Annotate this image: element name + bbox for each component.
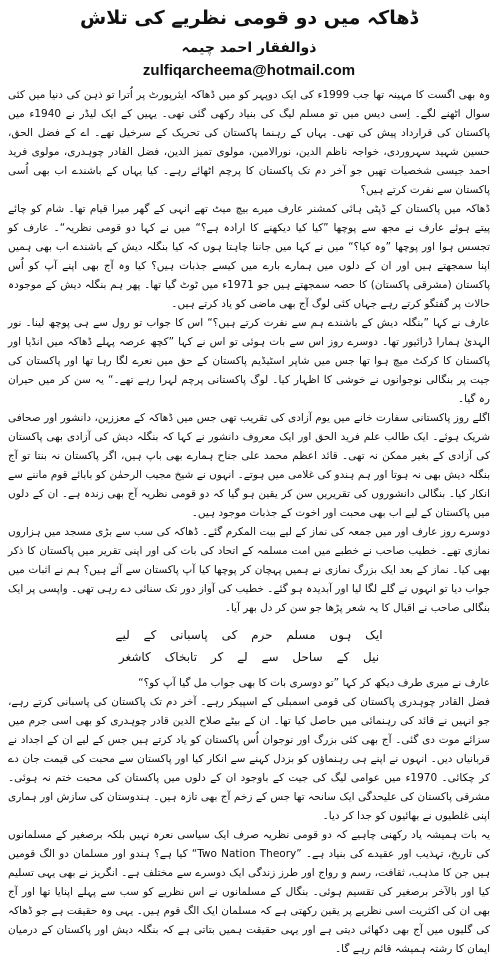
paragraph: ڈھاکہ میں پاکستان کے ڈپٹی ہائی کمشنر عارف میرے بیچ میٹ تھے انہی کے گھر میرا قیام تھا۔ شام کو چائے پیتے ہوئے عارف نے مجھ سے پوچھا ”کیا کیا دیکھنے کا ارادہ ہے؟“ میں نے کہا دو قومی نظریہ“۔ عارف کو تجسس ہوا اور پوچھا ”وہ کیا؟“ میں نے کہا میں جاننا چاہتا ہوں کہ کیا بنگلہ دیش کے باشندے اب بھی ہمیں اپنا سمجھتے ہیں اور ان کے دلوں میں ہمارے بارے میں کیسے جذبات ہیں؟ کیا وہ آج بھی اپنے آپ کو اُس پاکستان (مشرقی پاکستان) کا حصہ سمجھتے ہیں جو 1971ء میں ٹوٹ گیا تھا۔ پھر ہم بنگلہ دیش کے موجودہ حالات پر گفتگو کرتے رہے جہاں کئی لوگ آج بھی ماضی کو یاد کرتے ہیں۔ [8, 203, 490, 311]
paragraph: عارف نے میری طرف دیکھ کر کہا ”تو دوسری بات کا بھی جواب مل گیا آپ کو؟“ [138, 677, 490, 690]
author-email[interactable]: zulfiqarcheema@hotmail.com [142, 61, 356, 79]
article-body [8, 86, 490, 959]
paragraph: فضل القادر چوہدری پاکستان کی قومی اسمبلی کے اسپیکر رہے۔ آخر دم تک پاکستان کی پاسبانی کرتے رہے، جو انہیں نے قائد کی رہنمائی میں حاصل کیا تھا۔ ان کے بیٹے صلاح الدین قادر چوہدری کو بھی اسی جرم میں سزائے موت دی گئی۔ آج بھی کئی بزرگ اور نوجوان اُس پاکستان کو یاد کرتے ہیں جس کے لیے ان کے اجداد نے قربانیاں دیں۔ انہوں نے اپنے ہی رہنماؤں کو بزدل کہنے سے انکار کیا اور پاکستان سے محبت کی قیمت جان دے کر چکائی۔ 1970ء میں عوامی لیگ کی جیت کے باوجود ان کے دلوں میں پاکستان کی محبت ختم نہ ہوئی۔ مشرقی پاکستان کی علیحدگی ایک سانحہ تھا جس کے زخم آج بھی تازہ ہیں۔ ہندوستان کی سازش اور ہماری اپنی غلطیوں نے بھائیوں کو جدا کر دیا۔ [8, 696, 490, 823]
paragraph: عارف نے کہا ”بنگلہ دیش کے باشندے ہم سے نفرت کرتے ہیں؟“ اس کا جواب تو رول سے ہی پوچھ لینا۔ نور الہدیٰ ہمارا ڈرائیور تھا۔ دوسرے روز اس سے بات ہوئی تو اس نے کہا ”کچھ عرصہ پہلے ڈھاکہ میں انڈیا اور پاکستان کا کرکٹ میچ ہوا تھا جس میں شاپر اسٹیڈیم پاکستان کے حق میں نعرے لگا رہا تھا اور پاکستان کی جیت پر بنگالی نوجوانوں نے خوشی کا اظہار کیا۔ لوگ پاکستانی پرچم لہرا رہے تھے۔“ یہ سن کر میں حیران رہ گیا۔ [8, 317, 490, 406]
paragraph: دوسرے روز عارف اور میں جمعہ کی نماز کے لیے بیت المکرم گئے۔ ڈھاکہ کی سب سے بڑی مسجد میں ہزاروں نمازی تھے۔ خطیب صاحب نے خطبے میں امت مسلمہ کے اتحاد کی بات کی اور اپنی تقریر میں پاکستان کا ذکر بھی کیا۔ نماز کے بعد ایک بزرگ نمازی نے ہمیں پہچان کر پوچھا کیا آپ پاکستان سے آئے ہیں؟ ہم نے اثبات میں جواب دیا تو انہوں نے گلے لگا لیا اور آبدیدہ ہو گئے۔ خطیب کی آواز دور تک سنائی دے رہی تھی۔ واپسی پر ایک بنگالی صاحب نے اقبال کا یہ شعر پڑھا جو سن کر دل بھر آیا۔ [8, 526, 490, 615]
author-name: ذوالفقار احمد چیمہ [181, 39, 317, 56]
paragraph: اگلے روز پاکستانی سفارت خانے میں یوم آزادی کی تقریب تھی جس میں ڈھاکہ کے معززین، دانشور اور صحافی شریک ہوئے۔ ایک طالب علم فرید الحق اور ایک معروف دانشور نے کہا کہ بنگلہ دیش کی آزادی بھی پاکستان کی آزادی کے بغیر ممکن نہ تھی۔ قائد اعظم محمد علی جناح ہمارے بھی باپ ہیں، اگر پاکستان نہ بنتا تو آج بنگلہ دیش بھی نہ ہوتا اور ہم ہندو کی غلامی میں ہوتے۔ انہوں نے شیخ مجیب الرحمٰن کو بابائے قوم ماننے سے انکار کیا۔ بنگالی دانشوروں کی تقریریں سن کر یقین ہو گیا کہ دو قومی نظریہ آج بھی زندہ ہے۔ ان کے دلوں میں پاکستان کے لیے اب بھی محبت اور اخوت کے جذبات موجود ہیں۔ [8, 412, 490, 520]
paragraph: وہ بھی اگست کا مہینہ تھا جب 1999ء کی ایک دوپہر کو میں ڈھاکہ ایئرپورٹ پر اُترا تو ذہن کی دنیا میں کئی سوال اٹھنے لگے۔ اِسی دیس میں تو مسلم لیگ کی بنیاد رکھی گئی تھی۔ یہیں کے ایک لیڈر نے 1940ء میں پاکستان کی قرارداد پیش کی تھی۔ یہاں کے رہنما پاکستان کی تحریک کے سرخیل تھے۔ اے کے فضل الحق، حسین شہید سہروردی، خواجہ ناظم الدین، نورالامین، مولوی تمیز الدین، فضل القادر چوہدری، مولوی فرید احمد جیسی شخصیات تھیں جو آخر دم تک پاکستان کا پرچم اٹھائے رہے۔ کیا یہاں کے باشندے اب بھی اُسی پاکستان سے نفرت کرتے ہیں؟ [8, 89, 491, 197]
poetry-couplet [8, 624, 490, 668]
paragraph: یہ بات ہمیشہ یاد رکھنی چاہیے کہ دو قومی نظریہ صرف ایک سیاسی نعرہ نہیں بلکہ برصغیر کے مسلمانوں کی تاریخ، تہذیب اور عقیدے کی بنیاد ہے۔ ”Two Nation Theory“ کیا ہے؟ ہندو اور مسلمان دو الگ قومیں ہیں جن کا مذہب، ثقافت، رسم و رواج اور طرز زندگی ایک دوسرے سے مختلف ہے۔ انگریز نے بھی یہی تسلیم کیا اور بالآخر برصغیر کی تقسیم ہوئی۔ بنگال کے مسلمانوں نے اس نظریے کو سب سے پہلے اپنایا تھا اور آج بھی ان کی اکثریت اسی نظریے پر یقین رکھتی ہے کہ مسلمان ایک الگ قوم ہیں۔ یہی وہ حقیقت ہے جو ڈھاکہ کی گلیوں میں آج بھی دکھائی دیتی ہے اور یہی حقیقت ہمیں بتاتی ہے کہ بنگلہ دیش اور پاکستان کے درمیان ایمان کا رشتہ ہمیشہ قائم رہے گا۔ [8, 829, 491, 956]
verse-line-2: نیل کے ساحل سے لے کر تابخاک کاشغر [118, 650, 380, 665]
article-title: ڈھاکہ میں دو قومی نظریے کی تلاش [80, 7, 418, 29]
verse-line-1: ایک ہوں مسلم حرم کی پاسبانی کے لیے [115, 628, 383, 643]
